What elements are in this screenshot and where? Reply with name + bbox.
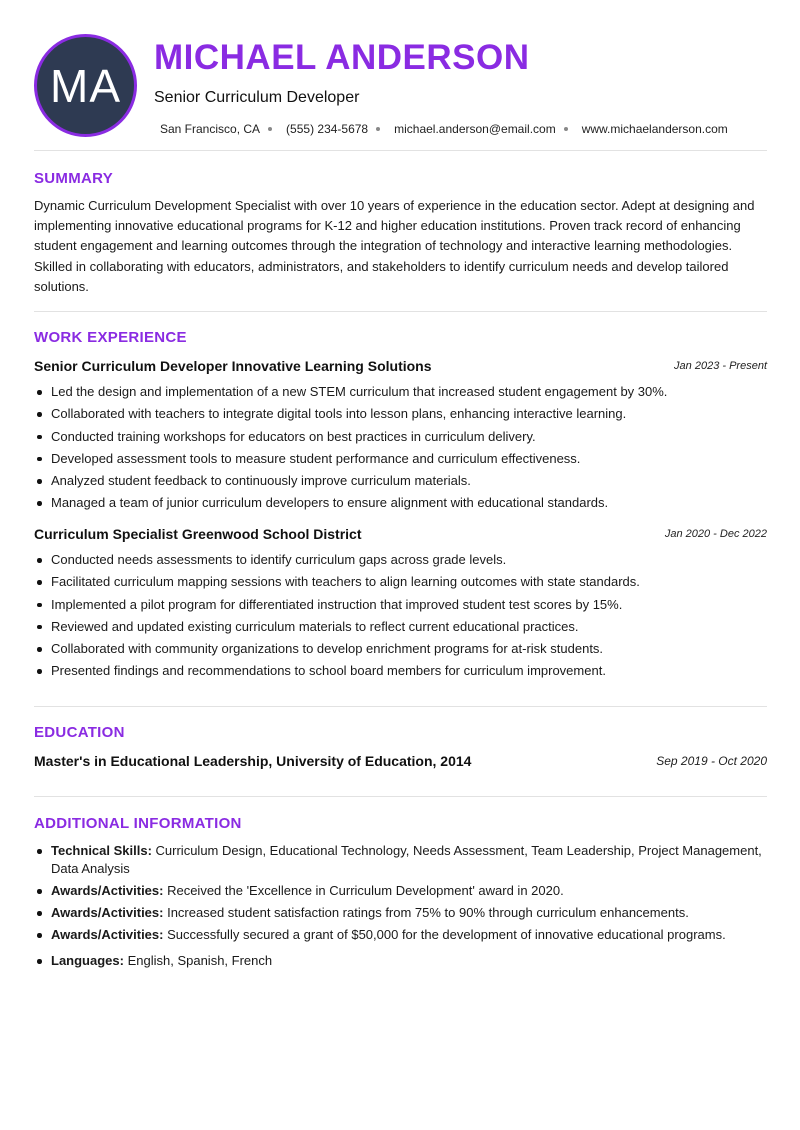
contact-website-text[interactable]: www.michaelanderson.com (581, 122, 728, 136)
list-item: Implemented a pilot program for differentiated instruction that improved student test scores by 15%. (34, 597, 767, 619)
separator-dot (564, 127, 568, 131)
separator-dot (268, 127, 272, 131)
education-date: Sep 2019 - Oct 2020 (656, 754, 767, 768)
summary-text: Dynamic Curriculum Development Specialist with over 10 years of experience in the education sector. Adept at designing and implementing innovative educational programs for K-12 and higher education institutions. Proven track record of enhancing student engagement and learning outcomes through the integration of technology and interactive learning methodologies. Skilled in collaborating with educators, administrators, and stakeholders to identify curriculum needs and develop tailored solutions. (34, 198, 755, 294)
list-item: Developed assessment tools to measure student performance and curriculum effectiveness. (34, 451, 767, 473)
work-experience-heading: WORK EXPERIENCE (34, 329, 187, 346)
contact-location-text: San Francisco, CA (160, 122, 261, 136)
education-heading: EDUCATION (34, 724, 125, 741)
list-item: Collaborated with teachers to integrate digital tools into lesson plans, enhancing interactive learning. (34, 406, 767, 428)
summary-heading: SUMMARY (34, 170, 114, 187)
avatar: MA (34, 34, 137, 137)
divider (34, 796, 767, 797)
contact-email-text[interactable]: michael.anderson@email.com (394, 122, 556, 136)
job-title: Curriculum Specialist Greenwood School District (34, 526, 362, 542)
item-label: Languages: (51, 953, 124, 968)
job-date: Jan 2023 - Present (674, 360, 767, 372)
item-label: Awards/Activities: (51, 905, 164, 920)
list-item (34, 952, 767, 970)
list-item: Conducted training workshops for educators on best practices in curriculum delivery. (34, 429, 767, 451)
contact-website[interactable] (582, 122, 728, 136)
contact-phone-text: (555) 234-5678 (286, 122, 369, 136)
item-text: Increased student satisfaction ratings from 75% to 90% through curriculum enhancements. (163, 905, 689, 920)
contact-phone (286, 122, 394, 136)
item-text: Successfully secured a grant of $50,000 for the development of innovative educational programs. (163, 927, 726, 942)
list-item (34, 842, 767, 878)
additional-info-heading: ADDITIONAL INFORMATION (34, 815, 242, 832)
job-bullets (34, 552, 767, 686)
list-item: Managed a team of junior curriculum developers to ensure alignment with educational standards. (34, 495, 767, 517)
item-text: Curriculum Design, Educational Technology, Needs Assessment, Team Leadership, Project Management, Data Analysis (51, 843, 762, 876)
list-item: Conducted needs assessments to identify curriculum gaps across grade levels. (34, 552, 767, 574)
item-label: Technical Skills: (51, 843, 152, 858)
separator-dot (376, 127, 380, 131)
contact-location (160, 122, 286, 136)
list-item: Reviewed and updated existing curriculum materials to reflect current educational practices. (34, 619, 767, 641)
list-item: Led the design and implementation of a new STEM curriculum that increased student engagement by 30%. (34, 384, 767, 406)
job-header (34, 526, 767, 544)
candidate-name: MICHAEL ANDERSON (154, 38, 530, 77)
resume-header (34, 34, 767, 138)
item-label: Awards/Activities: (51, 883, 164, 898)
list-item: Facilitated curriculum mapping sessions with teachers to align learning outcomes with state standards. (34, 574, 767, 596)
contact-info (160, 122, 728, 136)
education-entry (34, 753, 767, 771)
divider (34, 150, 767, 151)
divider (34, 706, 767, 707)
list-item (34, 882, 767, 900)
list-item: Collaborated with community organizations to develop enrichment programs for at-risk students. (34, 641, 767, 663)
list-item: Presented findings and recommendations to school board members for curriculum improvement. (34, 663, 767, 685)
job-date: Jan 2020 - Dec 2022 (664, 528, 767, 540)
degree-title: Master's in Educational Leadership, University of Education, 2014 (34, 753, 472, 769)
item-text: Received the 'Excellence in Curriculum Development' award in 2020. (163, 883, 564, 898)
list-item (34, 904, 767, 922)
item-text: English, Spanish, French (123, 953, 273, 968)
divider (34, 311, 767, 312)
additional-info-list (34, 842, 767, 974)
job-title: Senior Curriculum Developer Innovative Learning Solutions (34, 358, 432, 374)
contact-email[interactable] (394, 122, 582, 136)
list-item (34, 926, 767, 944)
job-header (34, 358, 767, 376)
candidate-role: Senior Curriculum Developer (154, 89, 360, 106)
item-label: Awards/Activities: (51, 927, 164, 942)
job-bullets (34, 384, 767, 518)
list-item: Analyzed student feedback to continuously improve curriculum materials. (34, 473, 767, 495)
